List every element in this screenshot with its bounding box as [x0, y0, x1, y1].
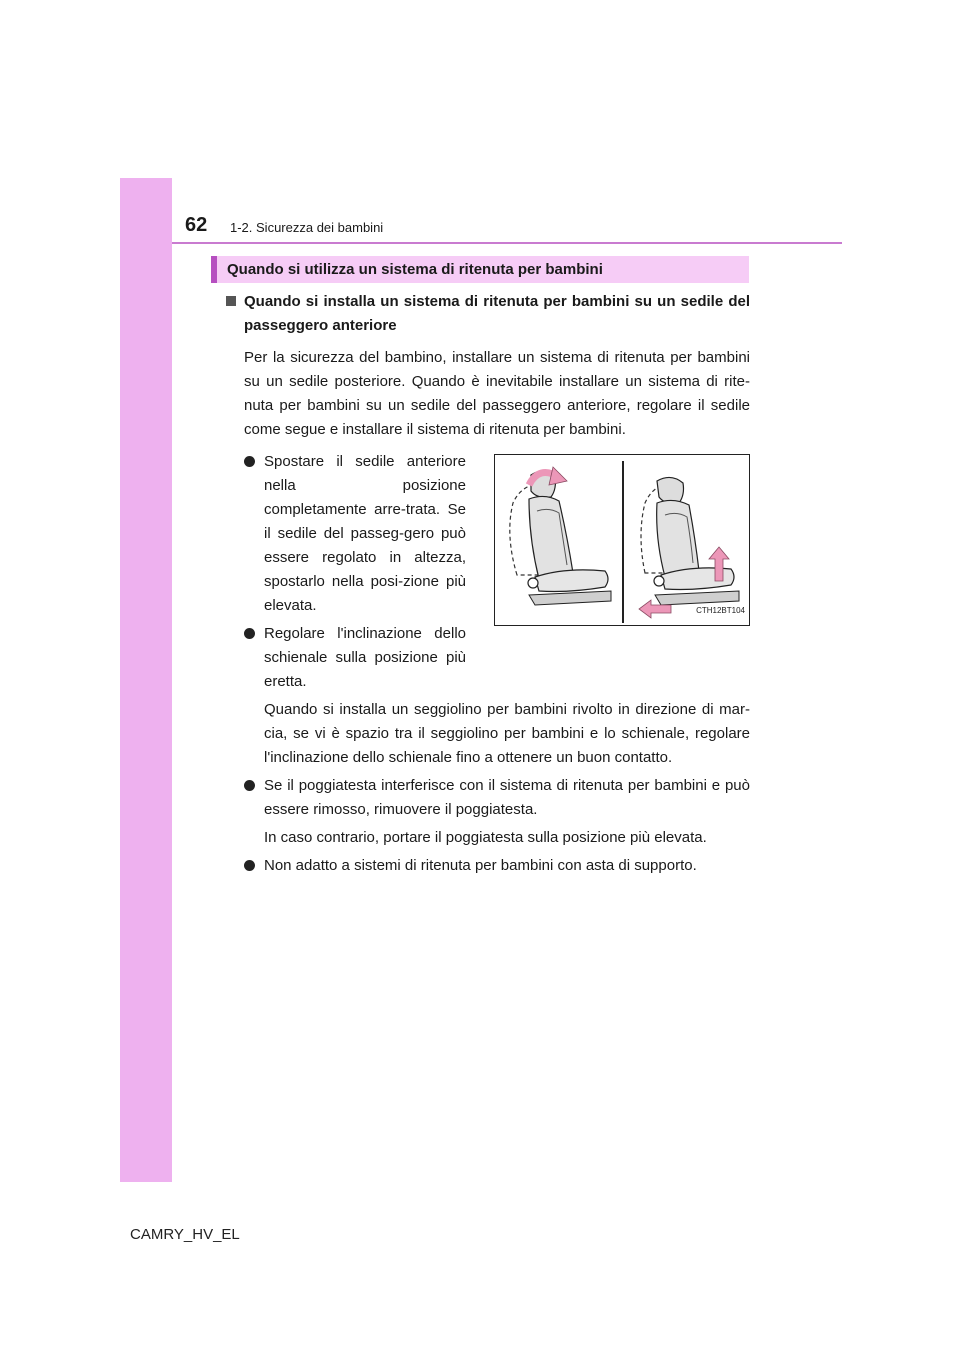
footer-model: CAMRY_HV_EL — [130, 1226, 240, 1243]
bullet-item — [224, 854, 750, 878]
figure-code: CTH12BT104 — [696, 606, 745, 615]
sub-heading — [224, 290, 750, 338]
bullet-column — [224, 450, 466, 698]
bullet-text: Se il poggiatesta interferisce con il sistema di ritenuta per bambini e può essere rimosso, rimuovere il poggiatesta. — [264, 777, 750, 818]
bullet-dot-icon — [244, 628, 255, 639]
chapter-title: 1-2. Sicurezza dei bambini — [230, 220, 384, 235]
bullet-text: Non adatto a sistemi di ritenuta per bambini con asta di supporto. — [264, 857, 697, 874]
side-tab — [120, 178, 172, 1182]
bullet-item — [224, 622, 466, 694]
bullet-item — [224, 450, 466, 618]
bullet-note: Quando si installa un seggiolino per bambini rivolto in direzione di mar-cia, se vi è spazio tra il seggiolino per bambini e lo schienale, regolare l'inclinazione dello schienale fino a ottenere un buon contatto. — [264, 701, 750, 766]
intro-paragraph: Per la sicurezza del bambino, installare un sistema di ritenuta per bambini su un sedile posteriore. Quando è inevitabile installare un sistema di rite-nuta per bambini su un sedile del passeggero anteriore, regolare il sedile come segue e installare il sistema di ritenuta per bambini. — [244, 349, 750, 438]
square-bullet-icon — [226, 296, 236, 306]
bullet-note: In caso contrario, portare il poggiatesta sulla posizione più elevata. — [264, 829, 707, 846]
seat-adjustment-figure — [494, 454, 750, 626]
bullet-dot-icon — [244, 456, 255, 467]
bullet-text: Spostare il sedile anteriore nella posizione completamente arre-trata. Se il sedile del passeg-gero può essere regolato in altezza, spostarlo nella posi-zione più elevata. — [264, 453, 466, 614]
bullet-item — [224, 774, 750, 822]
header-rule — [172, 242, 842, 244]
sub-heading-text: Quando si installa un sistema di ritenuta per bambini su un sedile del passeggero anteriore — [244, 293, 750, 334]
bullet-text: Regolare l'inclinazione dello schienale sulla posizione più eretta. — [264, 625, 466, 690]
main-content — [224, 290, 750, 882]
bullet-dot-icon — [244, 860, 255, 871]
page-number: 62 — [185, 214, 208, 236]
bullet-dot-icon — [244, 780, 255, 791]
section-title: Quando si utilizza un sistema di ritenuta per bambini — [211, 256, 749, 283]
